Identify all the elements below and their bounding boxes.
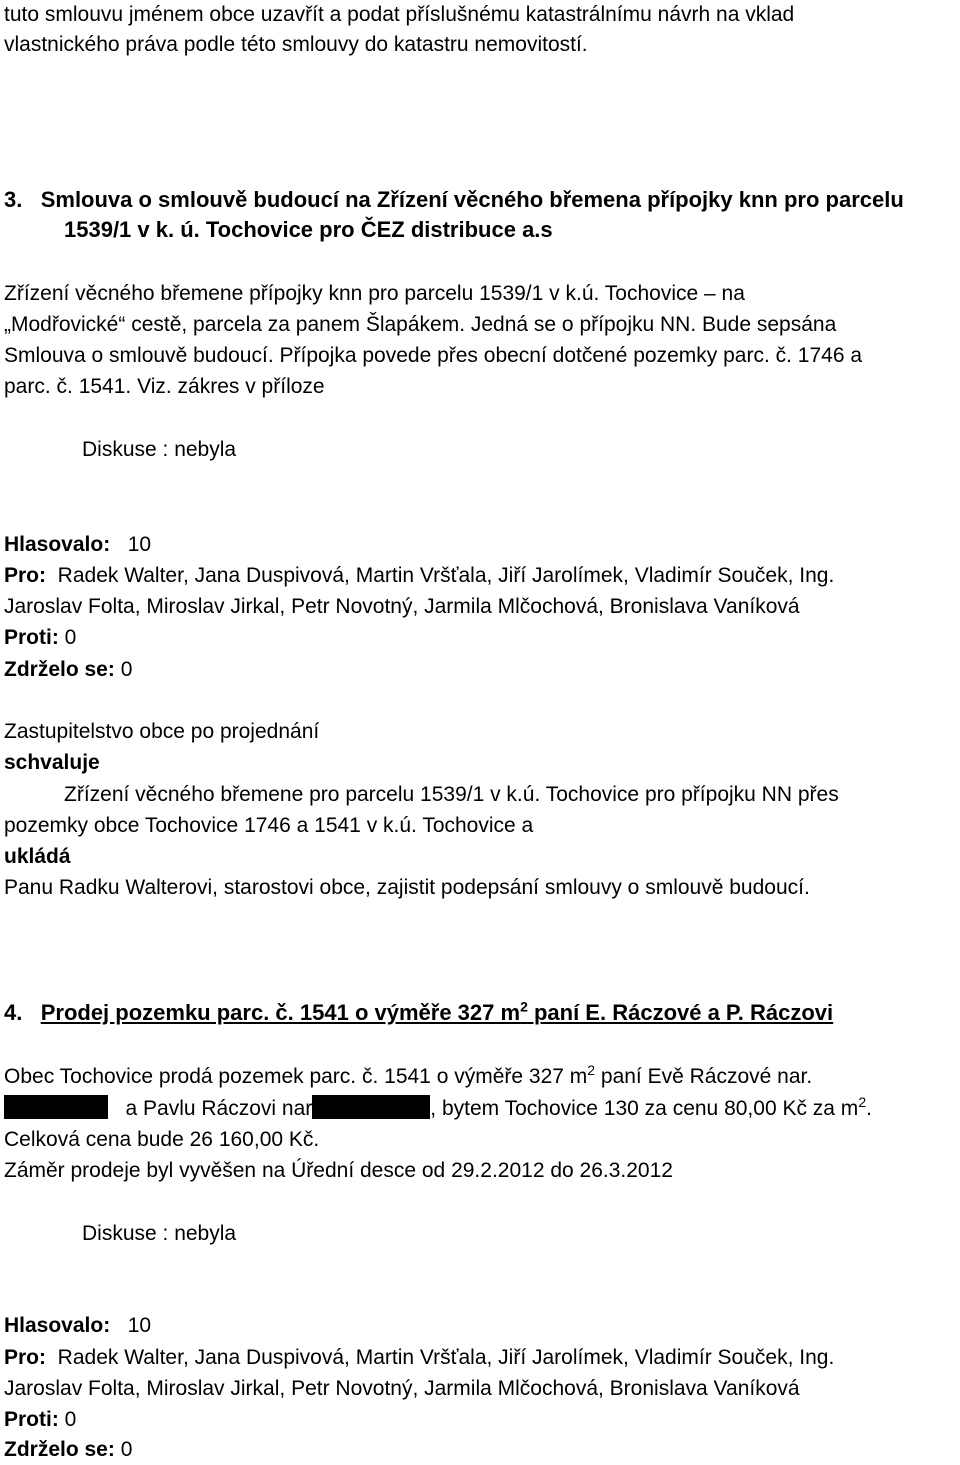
item3-approves-line1: Zřízení věcného břemene pro parcelu 1539/1 v k.ú. Tochovice pro přípojku NN přes [64,783,839,806]
against-count: 0 [64,626,77,649]
item3-body-line: „Modřovické“ cestě, parcela za panem Šlapákem. Jedná se o přípojku NN. Bude sepsána [4,313,837,336]
item4-body4: Záměr prodeje byl vyvěšen na Úřední desce od 29.2.2012 do 26.3.2012 [4,1159,673,1182]
item4-pro-line2: Jaroslav Folta, Miroslav Jirkal, Petr Novotný, Jarmila Mlčochová, Bronislava Vaníková [4,1377,800,1400]
pro-label: Pro: [4,1346,46,1369]
item3-council: Zastupitelstvo obce po projednání [4,720,320,743]
against-label: Proti: [4,626,59,649]
item3-discussion: Diskuse : nebyla [82,438,237,461]
item3-body-line: Zřízení věcného břemene přípojky knn pro parcelu 1539/1 v k.ú. Tochovice – na [4,282,745,305]
item4-number: 4. [4,1000,23,1025]
item4-body2-end: . [866,1097,872,1120]
pro-names: Radek Walter, Jana Duspivová, Martin Vršťala, Jiří Jarolímek, Vladimír Souček, Ing. [57,1346,835,1369]
vote-label: Hlasovalo: [4,1314,111,1337]
item4-pro-line1 [4,1343,834,1373]
item4-against [4,1405,76,1435]
redaction-box [4,1095,108,1119]
item4-body2-sup: 2 [858,1094,867,1110]
item4-abstain [4,1435,132,1465]
item3-pro-line2: Jaroslav Folta, Miroslav Jirkal, Petr Novotný, Jarmila Mlčochová, Bronislava Vaníková [4,595,800,618]
item4-title-text [41,1000,833,1025]
vote-count: 10 [127,533,152,556]
item4-title-sup: 2 [520,998,528,1015]
item3-body-line: parc. č. 1541. Viz. zákres v příloze [4,375,325,398]
item4-body1-text: Obec Tochovice prodá pozemek parc. č. 1541 o výměře 327 m [4,1065,588,1088]
vote-count: 10 [127,1314,152,1337]
intro-line: vlastnického práva podle této smlouvy do katastru nemovitostí. [4,33,588,56]
item3-title-line2: 1539/1 v k. ú. Tochovice pro ČEZ distribuce a.s [64,217,553,242]
item4-body2-b: , bytem Tochovice 130 za cenu 80,00 Kč za m [430,1097,859,1120]
item4-title [4,998,833,1028]
abstain-count: 0 [120,658,133,681]
intro-line: tuto smlouvu jménem obce uzavřít a podat příslušnému katastrálnímu návrh na vklad [4,3,795,26]
item3-approves-line2: pozemky obce Tochovice 1746 a 1541 v k.ú. Tochovice a [4,814,534,837]
redaction-box [312,1095,430,1119]
item3-title-line1: Smlouva o smlouvě budoucí na Zřízení věcného břemena přípojky knn pro parcelu [40,187,904,212]
abstain-label: Zdrželo se: [4,658,115,681]
vote-label: Hlasovalo: [4,533,111,556]
item3-against [4,623,76,653]
item4-vote-total [4,1311,151,1341]
item4-body1-sup: 2 [587,1062,596,1078]
item4-discussion: Diskuse : nebyla [82,1222,237,1245]
item3-title [4,185,904,215]
item3-assigns-label: ukládá [4,845,71,868]
item4-body1-end: paní Evě Ráczové nar. [595,1065,813,1088]
abstain-count: 0 [120,1438,133,1461]
against-label: Proti: [4,1408,59,1431]
item3-body-line: Smlouva o smlouvě budoucí. Přípojka povede přes obecní dotčené pozemky parc. č. 1746 a [4,344,863,367]
item3-approves-label: schvaluje [4,751,100,774]
pro-label: Pro: [4,564,46,587]
item3-assigns-text: Panu Radku Walterovi, starostovi obce, zajistit podepsání smlouvy o smlouvě budoucí. [4,876,810,899]
item4-body2 [4,1094,872,1124]
item3-abstain [4,655,132,685]
abstain-label: Zdrželo se: [4,1438,115,1461]
item3-vote-total [4,530,151,560]
item4-title-main: Prodej pozemku parc. č. 1541 o výměře 327 m [40,1000,521,1025]
item3-pro-line1 [4,561,834,591]
item4-title-end: paní E. Ráczové a P. Ráczovi [527,1000,834,1025]
pro-names: Radek Walter, Jana Duspivová, Martin Vršťala, Jiří Jarolímek, Vladimír Souček, Ing. [57,564,835,587]
item4-body1 [4,1062,812,1092]
item3-number: 3. [4,187,23,212]
item4-body3: Celková cena bude 26 160,00 Kč. [4,1128,320,1151]
against-count: 0 [64,1408,77,1431]
item4-body2-a: a Pavlu Ráczovi nar [125,1097,313,1120]
